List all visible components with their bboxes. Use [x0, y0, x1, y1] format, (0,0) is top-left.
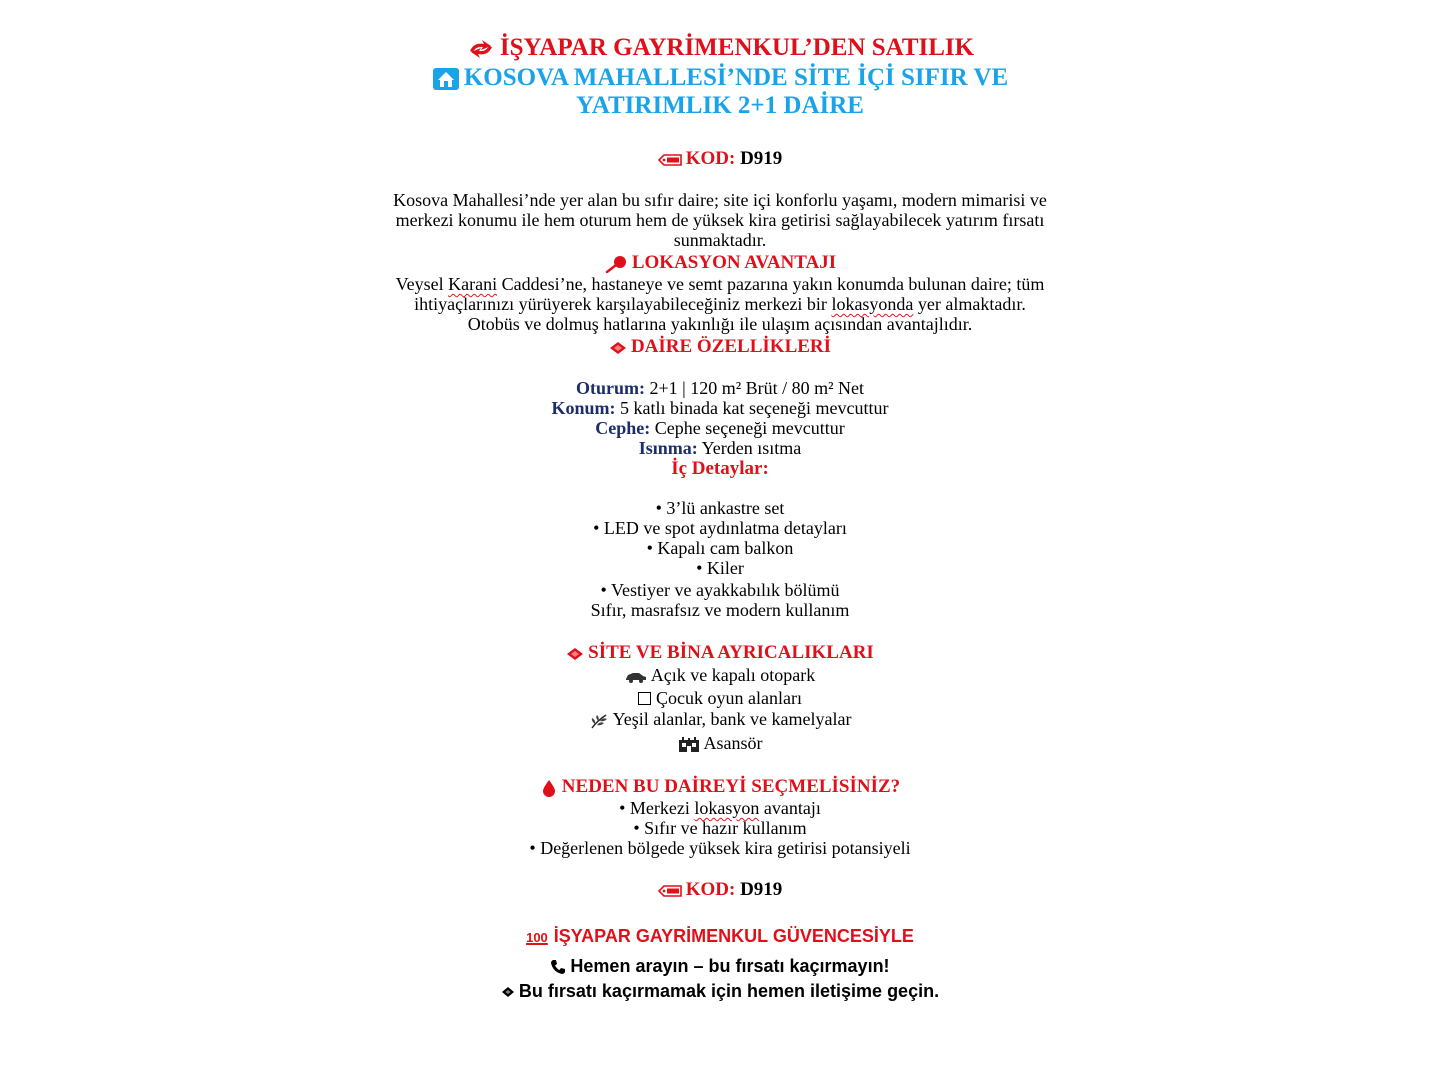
hundred-badge-text: 100 [526, 929, 548, 945]
hundred-points-icon [526, 930, 548, 945]
code-value: D919 [740, 879, 783, 900]
why-heading [0, 776, 1440, 798]
header-line-2 [0, 64, 1440, 92]
why-item-spellcheck: lokasyon [694, 798, 760, 818]
site-item-green [0, 709, 1440, 730]
checkbox-icon [638, 692, 651, 705]
why-heading-text: NEDEN BU DAİREYİ SEÇMELİSİNİZ? [561, 776, 901, 797]
location-line-1 [0, 274, 1440, 295]
location-text: yer almaktadır. [913, 294, 1026, 314]
site-item-elevator [0, 733, 1440, 754]
location-text-spellcheck: Karani [448, 274, 498, 294]
features-heading [0, 336, 1440, 358]
site-heading-text: SİTE VE BİNA AYRICALIKLARI [588, 642, 874, 663]
code-value: D919 [740, 148, 783, 169]
site-item-text: Açık ve kapalı otopark [650, 665, 816, 685]
code-label: KOD: [685, 879, 736, 900]
header-subtitle-1: KOSOVA MAHALLESİ’NDE SİTE İÇİ SIFIR VE [463, 64, 1009, 91]
contact-text: Bu fırsatı kaçırmamak için hemen iletişime geçin. [518, 981, 940, 1001]
inner-item: • Kiler [696, 558, 744, 578]
phone-icon [550, 959, 566, 975]
spec-label: Oturum: [575, 378, 645, 398]
spec-label: Konum: [551, 398, 616, 418]
header-title: İŞYAPAR GAYRİMENKUL’DEN SATILIK [499, 34, 975, 61]
location-text: ihtiyaçlarınızı yürüyerek karşılayabileceğiniz merkezi bir [414, 294, 832, 314]
intro-line-3: sunmaktadır. [673, 230, 767, 250]
elevator-icon [678, 737, 700, 753]
plant-icon [589, 713, 609, 729]
pin-icon [604, 255, 628, 273]
spec-value: 5 katlı binada kat seçeneği mevcuttur [615, 398, 889, 418]
why-item-1 [0, 798, 1440, 819]
site-item-text: Asansör [703, 733, 763, 753]
site-item-text: Çocuk oyun alanları [656, 688, 802, 708]
code-line-top [0, 148, 1440, 170]
location-text-spellcheck: lokasyonda [831, 294, 914, 314]
guarantee-text: İŞYAPAR GAYRİMENKUL GÜVENCESİYLE [553, 926, 914, 946]
spec-label: Cephe: [595, 418, 651, 438]
diamond-icon [566, 647, 584, 661]
location-line-2 [0, 294, 1440, 315]
guarantee-line [0, 926, 1440, 947]
location-heading-text: LOKASYON AVANTAJI [631, 252, 837, 273]
location-line-3: Otobüs ve dolmuş hatlarına yakınlığı ile ulaşım açısından avantajlıdır. [467, 314, 973, 334]
contact-line [0, 981, 1440, 1002]
header-line-1 [0, 34, 1440, 62]
car-icon [625, 671, 647, 683]
location-text: Veysel [395, 274, 449, 294]
site-item-parking [0, 665, 1440, 686]
spec-value: 2+1 | 120 m² Brüt / 80 m² Net [644, 378, 865, 398]
intro-line-1: Kosova Mahallesi’nde yer alan bu sıfır daire; site içi konforlu yaşamı, modern mimarisi ve [393, 190, 1047, 210]
drop-icon [540, 779, 558, 797]
spec-isinma [0, 438, 1440, 459]
spec-cephe [0, 418, 1440, 439]
code-line-bottom [0, 879, 1440, 901]
inner-item: • Kapalı cam balkon [646, 538, 794, 558]
header-subtitle-2: YATIRIMLIK 2+1 DAİRE [576, 92, 864, 119]
intro-line-2: merkezi konumu ile hem oturum hem de yüksek kira getirisi sağlayabilecek yatırım fırsatı [395, 210, 1045, 230]
recycle-arrows-icon [466, 39, 496, 59]
site-heading [0, 642, 1440, 664]
tag-icon [658, 884, 682, 898]
spec-oturum [0, 378, 1440, 399]
why-item-2: • Sıfır ve hazır kullanım [633, 818, 807, 838]
site-item-text: Yeşil alanlar, bank ve kamelyalar [612, 709, 852, 729]
spec-konum [0, 398, 1440, 419]
inner-item: • LED ve spot aydınlatma detayları [593, 518, 847, 538]
diamond-icon [609, 341, 627, 355]
why-item-text: • Merkezi [619, 798, 695, 818]
inner-item: • Vestiyer ve ayakkabılık bölümü [600, 580, 840, 600]
house-icon [432, 67, 460, 91]
spec-value: Yerden ısıtma [697, 438, 802, 458]
code-label: KOD: [685, 148, 736, 169]
call-line [0, 956, 1440, 977]
spec-label: Isınma: [638, 438, 698, 458]
diamond-icon [501, 986, 515, 998]
location-text: Caddesi’ne, hastaneye ve semt pazarına yakın konumda bulunan daire; tüm [497, 274, 1045, 294]
features-heading-text: DAİRE ÖZELLİKLERİ [630, 336, 832, 357]
location-heading [0, 252, 1440, 274]
inner-details-heading: İç Detaylar: [671, 458, 769, 479]
call-text: Hemen arayın – bu fırsatı kaçırmayın! [570, 956, 890, 976]
inner-summary: Sıfır, masrafsız ve modern kullanım [590, 600, 850, 620]
site-item-playground [0, 688, 1440, 709]
spec-value: Cephe seçeneği mevcuttur [650, 418, 845, 438]
why-item-3: • Değerlenen bölgede yüksek kira getirisi potansiyeli [529, 838, 911, 858]
inner-item: • 3’lü ankastre set [655, 498, 785, 518]
why-item-text: avantajı [759, 798, 821, 818]
tag-icon [658, 153, 682, 167]
